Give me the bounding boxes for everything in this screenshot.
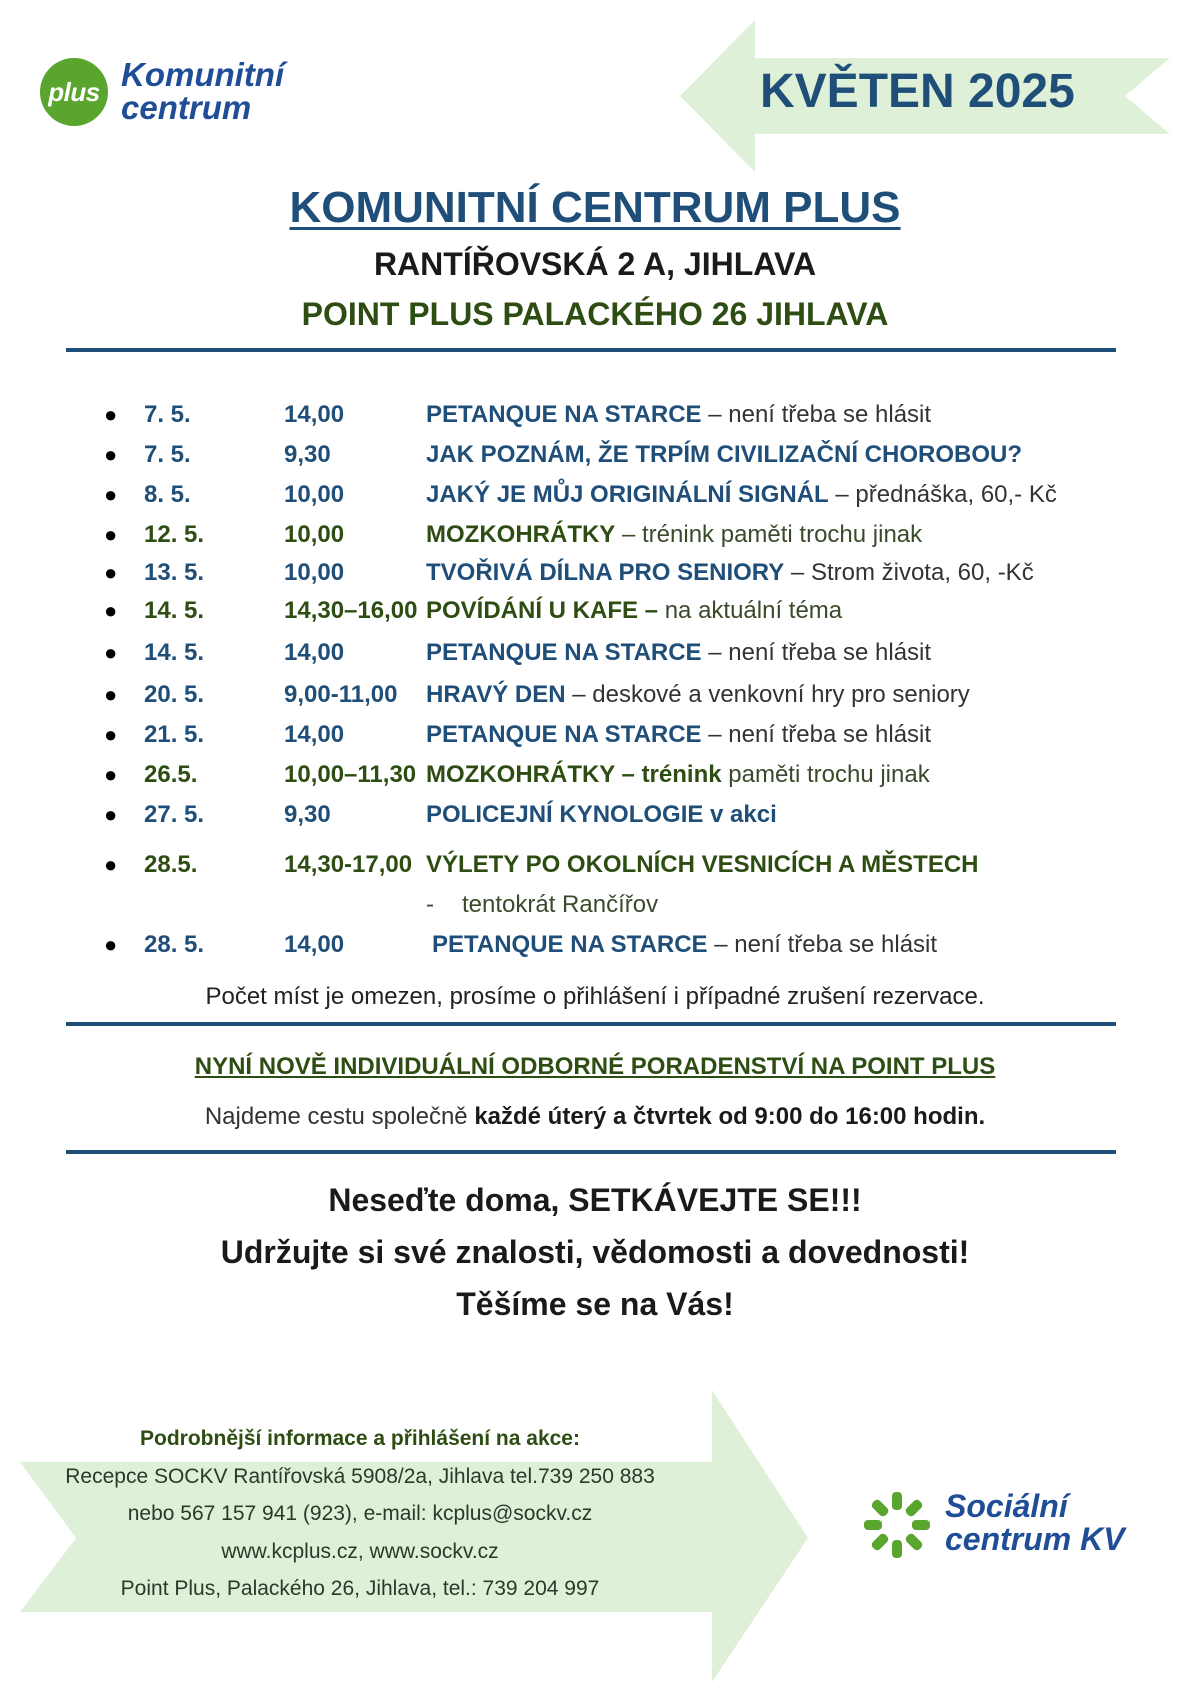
slogan-line: Neseďte doma, SETKÁVEJTE SE!!! xyxy=(328,1182,862,1218)
event-item xyxy=(104,636,1124,670)
event-item xyxy=(104,758,1124,792)
sub-note-text: tentokrát Rančířov xyxy=(462,891,659,918)
event-item xyxy=(104,556,1124,590)
point-plus-title: POINT PLUS PALACKÉHO 26 JIHLAVA xyxy=(301,296,889,332)
footer-line: www.kcplus.cz, www.sockv.cz xyxy=(221,1540,499,1563)
event-item xyxy=(104,438,1124,472)
event-name: HRAVÝ DEN – deskové a venkovní hry pro seniory xyxy=(426,681,970,708)
event-name: VÝLETY PO OKOLNÍCH VESNICÍCH A MĚSTECH xyxy=(426,851,979,878)
divider xyxy=(66,1150,1116,1154)
event-item xyxy=(104,798,1124,832)
partner-logo-line-2: centrum KV xyxy=(945,1521,1125,1557)
event-item xyxy=(104,848,1124,882)
event-name: MOZKOHRÁTKY – trénink paměti trochu jinak xyxy=(426,761,930,788)
event-date: 21. 5. xyxy=(144,721,205,748)
page-title-text: KOMUNITNÍ CENTRUM PLUS xyxy=(289,183,901,232)
event-item xyxy=(104,478,1124,512)
event-name: TVOŘIVÁ DÍLNA PRO SENIORY – Strom života, 60, -Kč xyxy=(426,559,1034,586)
event-name: POVÍDÁNÍ U KAFE – na aktuální téma xyxy=(426,597,843,624)
event-time: 10,00 xyxy=(284,521,345,548)
event-name: PETANQUE NA STARCE – není třeba se hlásit xyxy=(426,401,932,428)
event-name: PETANQUE NA STARCE – není třeba se hlásit xyxy=(426,639,932,666)
event-item xyxy=(104,718,1124,752)
event-time: 10,00–11,30 xyxy=(284,761,417,788)
bullet-icon: ● xyxy=(104,762,118,787)
divider xyxy=(66,348,1116,352)
event-date: 8. 5. xyxy=(144,481,191,508)
slogan-line: Udržujte si své znalosti, vědomosti a dovednosti! xyxy=(220,1234,970,1270)
event-name: POLICEJNÍ KYNOLOGIE v akci xyxy=(426,801,777,828)
event-date: 12. 5. xyxy=(144,521,205,548)
footer-title: Podrobnější informace a přihlášení na akce: xyxy=(140,1427,580,1450)
event-time: 14,00 xyxy=(284,401,345,428)
event-date: 28. 5. xyxy=(144,931,205,958)
socialni-centrum-logo-icon xyxy=(862,1490,932,1560)
month-title: KVĚTEN 2025 xyxy=(760,65,1075,118)
event-name: PETANQUE NA STARCE – není třeba se hlásit xyxy=(432,931,938,958)
bullet-icon: ● xyxy=(104,402,118,427)
event-time: 10,00 xyxy=(284,559,345,586)
event-name: JAKÝ JE MŮJ ORIGINÁLNÍ SIGNÁL – přednáška, 60,- Kč xyxy=(426,481,1057,508)
bullet-icon: ● xyxy=(104,852,118,877)
event-name: JAK POZNÁM, ŽE TRPÍM CIVILIZAČNÍ CHOROBOU? xyxy=(426,441,1022,468)
footer-line: Point Plus, Palackého 26, Jihlava, tel.: 739 204 997 xyxy=(120,1577,600,1600)
event-date: 14. 5. xyxy=(144,639,205,666)
event-time: 9,30 xyxy=(284,801,331,828)
event-date: 7. 5. xyxy=(144,441,191,468)
event-date: 7. 5. xyxy=(144,401,191,428)
bullet-icon: ● xyxy=(104,482,118,507)
bullet-icon: ● xyxy=(104,442,118,467)
socialni-centrum-logo-text xyxy=(945,1490,1125,1556)
event-date: 28.5. xyxy=(144,851,198,878)
bullet-icon: ● xyxy=(104,560,118,585)
komunitni-centrum-logo-badge: plus xyxy=(40,58,108,126)
slogan-line: Těšíme se na Vás! xyxy=(456,1286,734,1322)
event-item xyxy=(104,518,1124,552)
event-item xyxy=(104,594,1124,628)
event-time: 9,30 xyxy=(284,441,331,468)
event-date: 26.5. xyxy=(144,761,198,788)
event-name: PETANQUE NA STARCE – není třeba se hlásit xyxy=(426,721,932,748)
logo-line-1: Komunitní xyxy=(121,56,285,93)
event-item xyxy=(104,398,1124,432)
bullet-icon: ● xyxy=(104,598,118,623)
bullet-icon: ● xyxy=(104,722,118,747)
komunitni-centrum-logo-text xyxy=(121,58,284,124)
footer-line: nebo 567 157 941 (923), e-mail: kcplus@sockv.cz xyxy=(127,1502,593,1525)
event-time: 14,00 xyxy=(284,639,345,666)
event-time: 10,00 xyxy=(284,481,345,508)
reservation-notice: Počet míst je omezen, prosíme o přihlášení i případné zrušení rezervace. xyxy=(205,983,985,1010)
bullet-icon: ● xyxy=(104,682,118,707)
event-name: MOZKOHRÁTKY – trénink paměti trochu jinak xyxy=(426,521,923,548)
event-date: 14. 5. xyxy=(144,597,205,624)
divider xyxy=(66,1022,1116,1026)
bullet-icon: ● xyxy=(104,932,118,957)
bullet-icon: ● xyxy=(104,522,118,547)
bullet-icon: ● xyxy=(104,802,118,827)
bullet-icon: ● xyxy=(104,640,118,665)
address-title: RANTÍŘOVSKÁ 2 A, JIHLAVA xyxy=(373,246,817,282)
advice-title: NYNÍ NOVĚ INDIVIDUÁLNÍ ODBORNÉ PORADENSTVÍ NA POINT PLUS xyxy=(194,1053,996,1080)
advice-text: Najdeme cestu společně každé úterý a čtvrtek od 9:00 do 16:00 hodin. xyxy=(204,1103,986,1130)
event-item xyxy=(104,928,1124,962)
page-title xyxy=(0,182,1190,234)
event-item xyxy=(104,678,1124,712)
event-time: 14,30–16,00 xyxy=(284,597,418,624)
event-time: 9,00-11,00 xyxy=(284,681,398,708)
event-time: 14,30-17,00 xyxy=(284,851,413,878)
logo-line-2: centrum xyxy=(121,89,252,126)
dash-marker: - xyxy=(426,891,434,918)
event-date: 13. 5. xyxy=(144,559,205,586)
event-date: 27. 5. xyxy=(144,801,205,828)
partner-logo-line-1: Sociální xyxy=(945,1488,1068,1524)
event-time: 14,00 xyxy=(284,931,345,958)
footer-line: Recepce SOCKV Rantířovská 5908/2a, Jihlava tel.739 250 883 xyxy=(65,1465,655,1488)
event-time: 14,00 xyxy=(284,721,345,748)
event-date: 20. 5. xyxy=(144,681,205,708)
